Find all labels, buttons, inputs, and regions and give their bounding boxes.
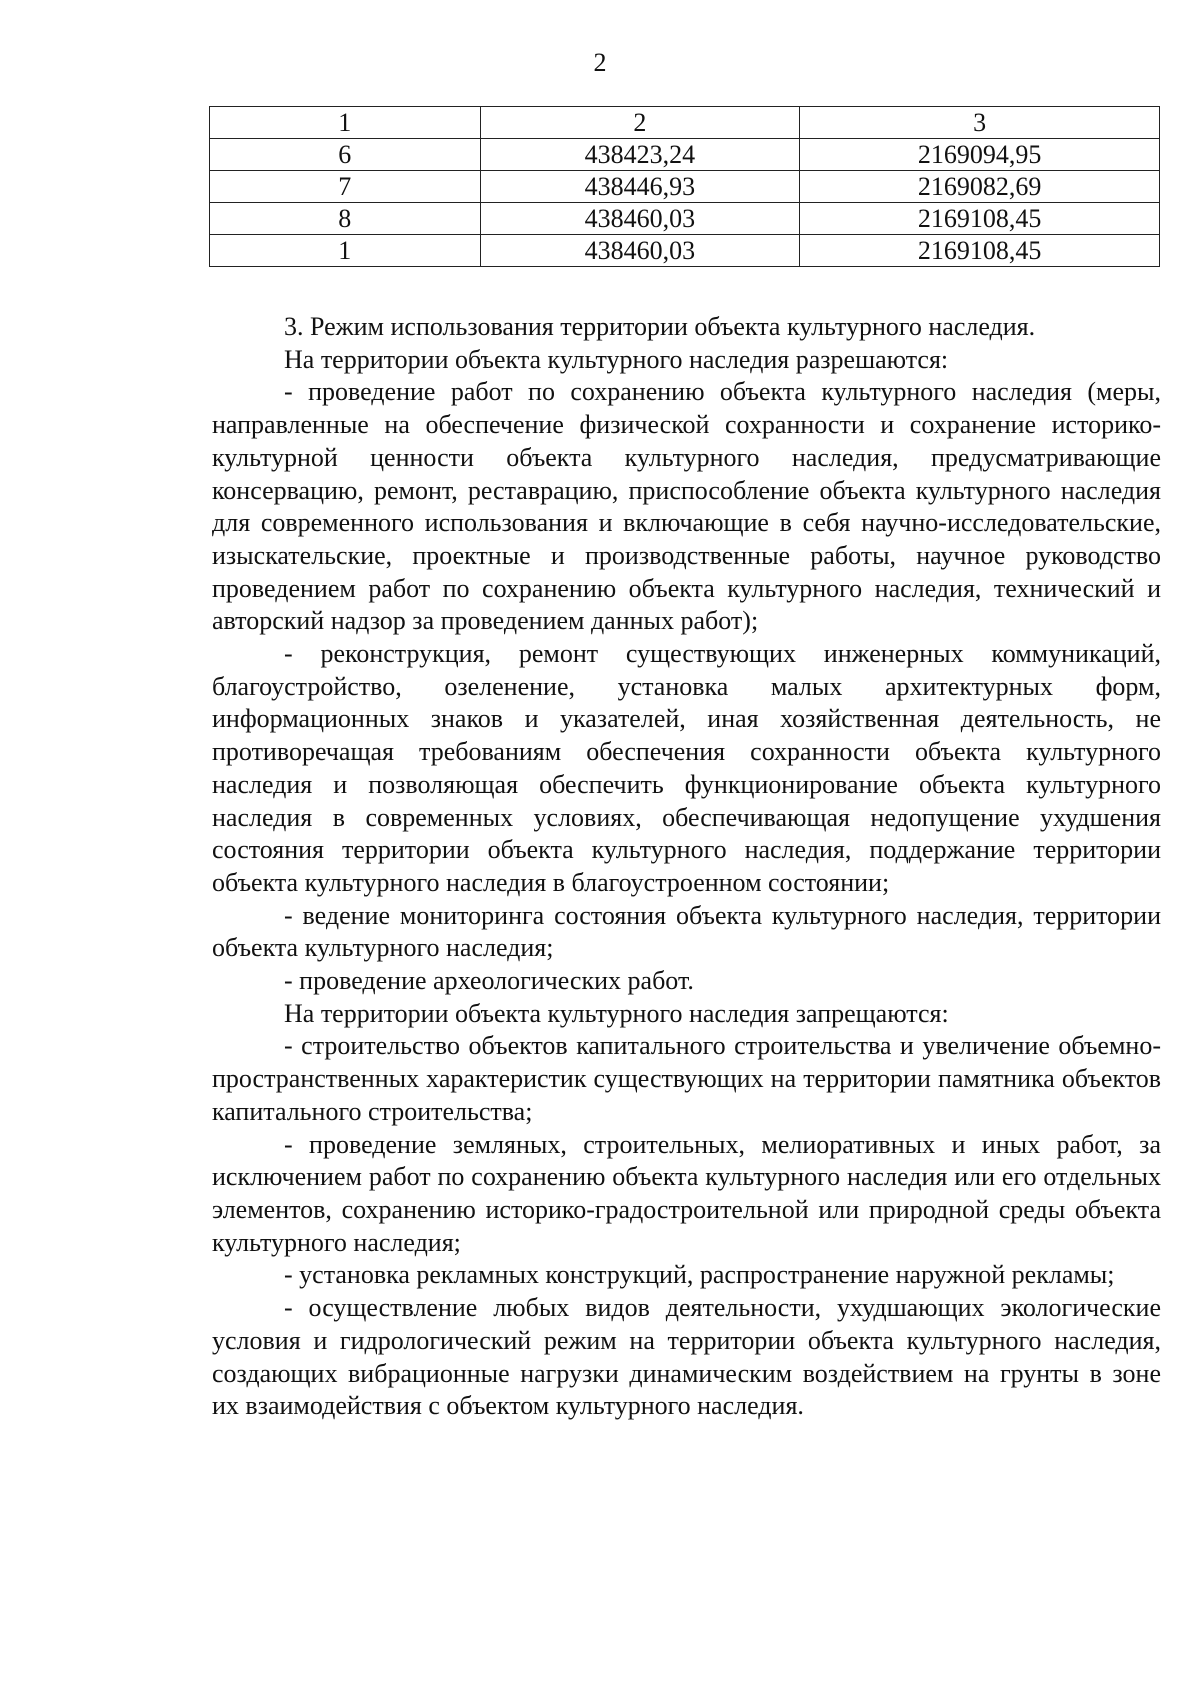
table-header-cell: 2 xyxy=(480,107,800,139)
y-coordinate-cell: 2169082,69 xyxy=(800,171,1160,203)
prohibited-item: - строительство объектов капитального строительства и увеличение объемно-пространственных характеристик существующих на территории памятника объектов капитального строительства; xyxy=(212,1031,1161,1126)
prohibited-item: - осуществление любых видов деятельности, ухудшающих экологические условия и гидрологический режим на территории объекта культурного наследия, создающих вибрационные нагрузки динамическим воздействием на грунты в зоне их взаимодействия с объектом культурного наследия. xyxy=(212,1293,1161,1421)
permitted-item: - реконструкция, ремонт существующих инженерных коммуникаций, благоустройство, озеленение, установка малых архитектурных форм, информационных знаков и указателей, иная хозяйственная деятельность, не противоречащая требованиям обеспечения сохранности объекта культурного наследия и позволяющая обеспечить функционирование объекта культурного наследия в современных условиях, обеспечивающая недопущение ухудшения состояния территории объекта культурного наследия, поддержание территории объекта культурного наследия в благоустроенном состоянии; xyxy=(212,639,1161,897)
x-coordinate-cell: 438423,24 xyxy=(480,139,800,171)
point-number-cell: 6 xyxy=(210,139,481,171)
table-row xyxy=(210,171,1160,203)
table-header-row xyxy=(210,107,1160,139)
y-coordinate-cell: 2169108,45 xyxy=(800,235,1160,267)
coordinates-table xyxy=(209,106,1160,267)
x-coordinate-cell: 438460,03 xyxy=(480,235,800,267)
permitted-item: - ведение мониторинга состояния объекта культурного наследия, территории объекта культурного наследия; xyxy=(212,900,1161,963)
permitted-intro: На территории объекта культурного наследия разрешаются: xyxy=(284,344,949,374)
x-coordinate-cell: 438446,93 xyxy=(480,171,800,203)
permitted-item: - проведение работ по сохранению объекта культурного наследия (меры, направленные на обеспечение физической сохранности и сохранение историко-культурной ценности объекта культурного наследия, предусматривающие консервацию, ремонт, реставрацию, приспособление объекта культурного наследия для современного использования и включающие в себя научно-исследовательские, изыскательские, проектные и производственные работы, научное руководство проведением работ по сохранению объекта культурного наследия, технический и авторский надзор за проведением данных работ); xyxy=(212,377,1161,636)
point-number-cell: 7 xyxy=(210,171,481,203)
prohibited-item: - установка рекламных конструкций, распространение наружной рекламы; xyxy=(284,1260,1115,1290)
section-heading: 3. Режим использования территории объекта культурного наследия. xyxy=(284,312,1036,341)
y-coordinate-cell: 2169108,45 xyxy=(800,203,1160,235)
prohibited-item: - проведение земляных, строительных, мелиоративных и иных работ, за исключением работ по сохранению объекта культурного наследия или его отдельных элементов, сохранению историко-градостроительной или природной среды объекта культурного наследия; xyxy=(212,1129,1161,1257)
page-number: 2 xyxy=(593,48,607,77)
table-header-cell: 1 xyxy=(210,107,481,139)
table-row xyxy=(210,235,1160,267)
prohibited-intro: На территории объекта культурного наследия запрещаются: xyxy=(284,998,949,1028)
document-body xyxy=(212,311,1161,1423)
permitted-item: - проведение археологических работ. xyxy=(284,966,694,996)
point-number-cell: 1 xyxy=(210,235,481,267)
table-header-cell: 3 xyxy=(800,107,1160,139)
point-number-cell: 8 xyxy=(210,203,481,235)
y-coordinate-cell: 2169094,95 xyxy=(800,139,1160,171)
table-row xyxy=(210,203,1160,235)
table-row xyxy=(210,139,1160,171)
x-coordinate-cell: 438460,03 xyxy=(480,203,800,235)
